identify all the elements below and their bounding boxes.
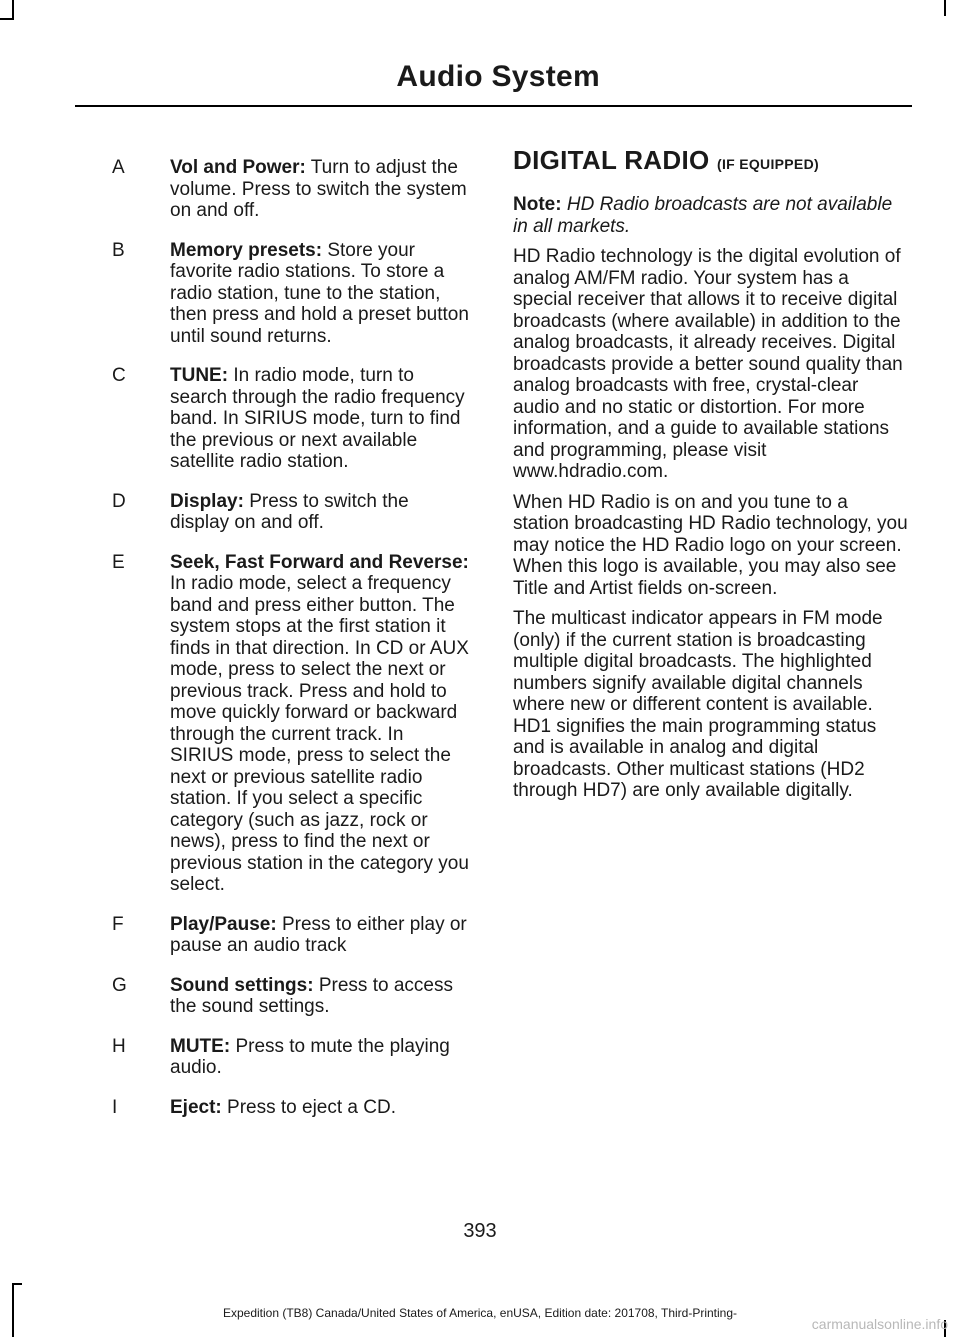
control-item (112, 240, 472, 348)
control-text: Press to access the sound settings. (170, 974, 453, 1017)
crop-mark-top-left-h (0, 18, 14, 20)
control-term: Play/Pause: (170, 913, 277, 935)
section-heading (513, 145, 908, 176)
control-letter: E (112, 551, 125, 573)
control-letter: C (112, 365, 126, 386)
control-text: In radio mode, select a frequency band and press either button. The system stops at the first station it finds in that direction. In CD or AUX mode, press to select the next or previous track. Press and hold to move quickly forward or backward through the current track. In SIRIUS mode, press to select the next or previous satellite radio station. If you select a specific category (such as jazz, rock or news), press to find the next or previous station in the category you select. (170, 573, 469, 895)
control-text: In radio mode, turn to search through the radio frequency band. In SIRIUS mode, turn to find the previous or next available satellite radio station. (170, 365, 465, 472)
control-item (112, 491, 472, 534)
control-term: Vol and Power: (170, 157, 306, 178)
paragraph: When HD Radio is on and you tune to a station broadcasting HD Radio technology, you may notice the HD Radio logo on your screen. When this logo is available, you may also see Title and Artist fields on-screen. (513, 491, 908, 599)
page-header-title: Audio System (396, 60, 600, 93)
control-item (112, 975, 472, 1018)
control-term: Sound settings: (170, 974, 314, 996)
control-letter: D (112, 490, 126, 512)
control-item (112, 157, 472, 222)
control-term: MUTE: (170, 1035, 231, 1057)
note-text: HD Radio broadcasts are not available in all markets. (513, 194, 893, 237)
paragraph: HD Radio technology is the digital evolution of analog AM/FM radio. Your system has a special receiver that allows it to receive digital broadcasts (where available) in addition to the analog broadcasts, it already receives. Digital broadcasts provide a better sound quality than analog broadcasts with free, crystal-clear audio and no static or distortion. For more information, and a guide to available stations and programming, please visit www.hdradio.com. (513, 246, 903, 482)
control-text: Turn to adjust the volume. Press to switch the system on and off. (170, 157, 467, 221)
digital-radio-section (513, 145, 908, 811)
control-description (170, 914, 470, 957)
control-text: Press to either play or pause an audio track (170, 913, 467, 956)
controls-list (112, 157, 472, 1136)
control-description (170, 975, 470, 1018)
control-letter: I (112, 1096, 118, 1118)
section-heading-text: DIGITAL RADIO (513, 145, 710, 175)
control-term: Display: (170, 490, 244, 512)
control-text: Press to eject a CD. (227, 1096, 396, 1118)
section-heading-suffix: (IF EQUIPPED) (717, 156, 819, 172)
crop-mark-top-right (944, 0, 946, 16)
control-description (170, 491, 470, 534)
control-item (112, 1097, 472, 1119)
control-description (170, 1097, 470, 1119)
note (513, 194, 908, 237)
control-letter: B (112, 239, 125, 261)
control-description (170, 365, 470, 473)
control-description (170, 240, 470, 348)
paragraph: The multicast indicator appears in FM mode (only) if the current station is broadcasting multiple digital broadcasts. The highlighted numbers signify available digital channels where new or different content is available. HD1 signifies the main programming status and is available in analog and digital broadcasts. Other multicast stations (HD2 through HD7) are only available digitally. (513, 608, 883, 801)
note-label: Note: (513, 194, 562, 215)
control-item (112, 552, 472, 896)
control-term: Seek, Fast Forward and Reverse: (170, 551, 469, 573)
control-letter: A (112, 157, 125, 178)
control-text: Store your favorite radio stations. To store a radio station, tune to the station, then press and hold a preset button until sound returns. (170, 239, 469, 347)
control-letter: G (112, 974, 127, 996)
control-item (112, 365, 472, 473)
page-number: 393 (463, 1220, 497, 1242)
control-item (112, 914, 472, 957)
control-term: Memory presets: (170, 239, 323, 261)
control-letter: F (112, 913, 124, 935)
crop-mark-bottom-left-h (12, 1283, 22, 1285)
watermark: carmanualsonline.info (811, 1316, 948, 1332)
control-description (170, 1036, 470, 1079)
header-rule (75, 105, 912, 107)
control-text: Press to mute the playing audio. (170, 1035, 450, 1078)
control-text: Press to switch the display on and off. (170, 490, 409, 533)
control-letter: H (112, 1035, 126, 1057)
footer-text: Expedition (TB8) Canada/United States of America, enUSA, Edition date: 201708, Third-Printing- (222, 1306, 738, 1320)
control-term: Eject: (170, 1096, 222, 1118)
crop-mark-top-left-v (12, 0, 14, 20)
control-description (170, 157, 470, 222)
control-description (170, 552, 470, 896)
control-item (112, 1036, 472, 1079)
control-term: TUNE: (170, 365, 229, 386)
